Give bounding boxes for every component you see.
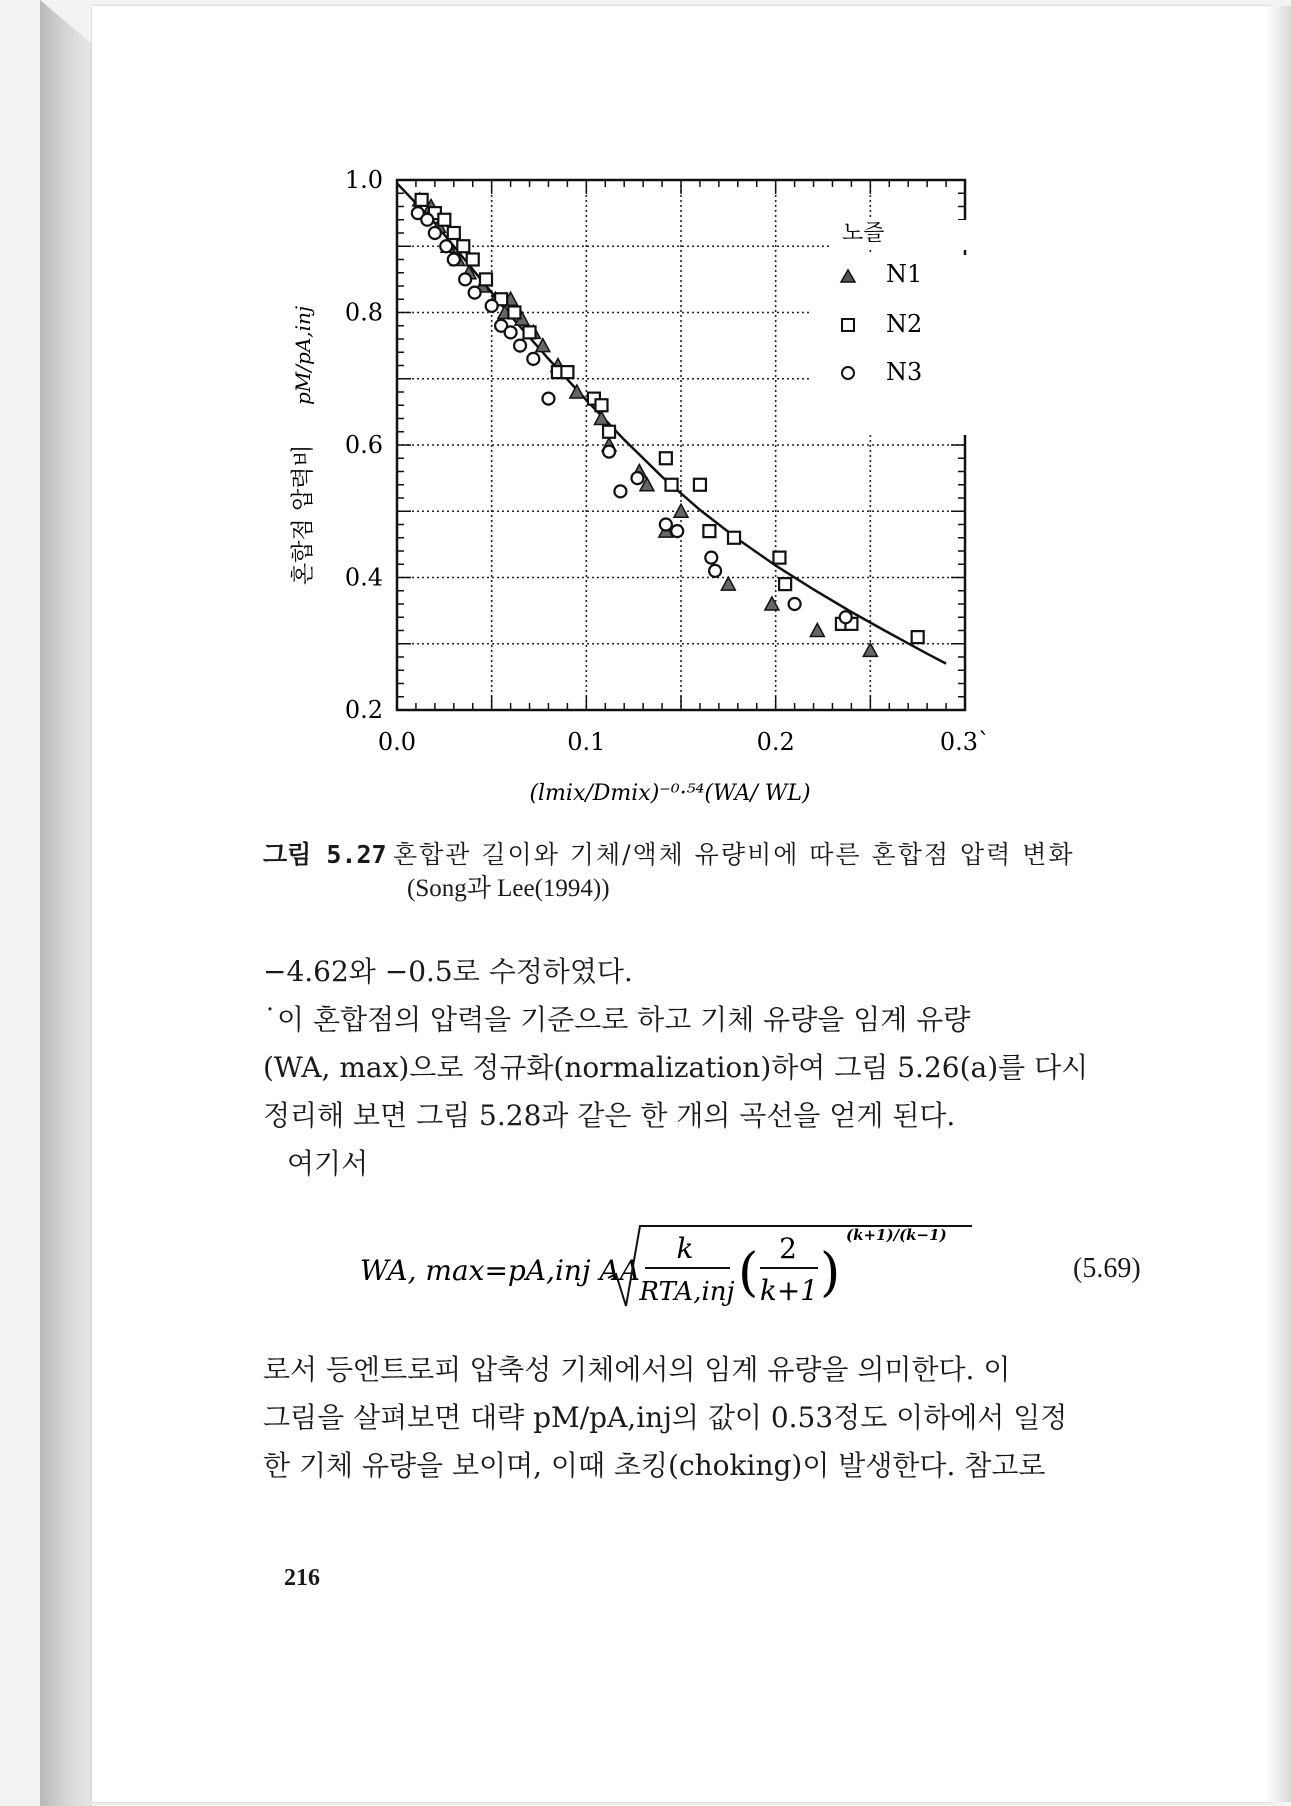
- paragraph-1-line-5: 여기서: [287, 1147, 369, 1180]
- x-tick-label: 0.0: [377, 728, 417, 756]
- data-point-n3: [840, 611, 852, 623]
- y-tick-label: 1.0: [344, 166, 383, 194]
- data-point-n2: [448, 227, 460, 239]
- x-axis-label: (lmix/Dmix)⁻⁰·⁵⁴(WA/ WL): [529, 781, 811, 806]
- data-point-n1: [810, 624, 824, 637]
- caption-number: 그림 5.27: [263, 840, 387, 869]
- equation-frac-denominator: k+1: [759, 1274, 819, 1307]
- data-point-n2: [728, 532, 740, 544]
- legend-marker-circle: [842, 367, 854, 379]
- y-tick-label: 0.2: [344, 696, 383, 724]
- y-tick-label: 0.4: [344, 563, 383, 592]
- data-point-n3: [671, 525, 683, 537]
- paragraph-2-line-2: 그림을 살펴보면 대략 pM/pA,inj의 값이 0.53정도 이하에서 일정: [263, 1401, 1068, 1434]
- paragraph-1: [263, 948, 1163, 1188]
- x-tick-label: 0.1: [567, 728, 606, 756]
- paragraph-2-line-1: 로서 등엔트로피 압축성 기체에서의 임계 유량을 의미한다. 이: [263, 1353, 1011, 1386]
- data-point-n3: [542, 393, 554, 405]
- paragraph-1-line-3: (WA, max)으로 정규화(normalization)하여 그림 5.26(a)를 다시: [263, 1051, 1089, 1084]
- data-point-n2: [524, 326, 536, 338]
- legend-label-n2: N2: [886, 310, 923, 338]
- data-point-n3: [631, 472, 643, 484]
- y-tick-label: 0.6: [344, 431, 383, 459]
- right-paren: ): [820, 1243, 841, 1303]
- data-point-n2: [694, 479, 706, 491]
- equation-5-69: [360, 1218, 1160, 1318]
- data-point-n3: [486, 300, 498, 312]
- data-point-n3: [429, 227, 441, 239]
- page-number: 216: [284, 1565, 320, 1591]
- equation-denominator: RTA,inj: [639, 1277, 735, 1307]
- data-point-n1: [594, 412, 608, 425]
- legend-title: 노즐: [842, 221, 885, 246]
- data-point-n3: [660, 519, 672, 531]
- data-point-n3: [469, 287, 481, 299]
- equation-frac-numerator: 2: [779, 1232, 797, 1265]
- paragraph-1-line-2: ˙이 혼합점의 압력을 기준으로 하고 기체 유량을 임계 유량: [263, 1003, 971, 1036]
- data-point-n2: [467, 254, 479, 266]
- data-point-n2: [660, 452, 672, 464]
- left-paren: (: [738, 1243, 759, 1303]
- data-point-n2: [416, 194, 428, 206]
- data-point-n3: [505, 326, 517, 338]
- data-point-n3: [527, 353, 539, 365]
- data-point-n2: [561, 366, 573, 378]
- x-tick-label: 0.3`: [939, 728, 991, 756]
- y-axis-label-korean: 혼합점 압력비: [290, 444, 316, 585]
- data-point-n1: [765, 597, 779, 610]
- legend-label-n3: N3: [886, 358, 923, 386]
- data-point-n2: [508, 307, 520, 319]
- data-point-n1: [863, 643, 877, 656]
- scatter-chart: [270, 160, 1150, 820]
- data-point-n2: [457, 240, 469, 252]
- data-point-n2: [603, 426, 615, 438]
- legend: [810, 220, 970, 435]
- data-point-n2: [773, 552, 785, 564]
- paragraph-2-line-3: 한 기체 유량을 보이며, 이때 초킹(choking)이 발생한다. 참고로: [263, 1449, 1046, 1482]
- caption-source: (Song과 Lee(1994)): [407, 875, 610, 902]
- data-point-n3: [514, 340, 526, 352]
- equation-lhs: WA, max=pA,inj AA: [360, 1254, 640, 1287]
- data-point-n3: [603, 446, 615, 458]
- book-spine: [40, 0, 92, 1806]
- equation-number: (5.69): [1073, 1253, 1141, 1284]
- book-spine-corner: [40, 0, 92, 44]
- data-point-n3: [709, 565, 721, 577]
- data-point-n1: [721, 577, 735, 590]
- data-point-n3: [705, 552, 717, 564]
- figure-caption: [263, 838, 1163, 906]
- data-point-n2: [595, 399, 607, 411]
- y-tick-label: 0.8: [344, 298, 383, 327]
- page-edge-shadow: [1267, 6, 1291, 1802]
- data-point-n3: [614, 485, 626, 497]
- data-point-n2: [912, 631, 924, 643]
- equation-exponent: (k+1)/(k−1): [846, 1226, 947, 1244]
- equation-numerator: k: [676, 1232, 694, 1265]
- y-axis-label-variable: pM/pA,inj: [291, 305, 315, 405]
- data-point-n2: [666, 479, 678, 491]
- legend-label-n1: N1: [886, 260, 923, 288]
- data-point-n3: [440, 240, 452, 252]
- caption-title: 혼합관 길이와 기체/액체 유량비에 따른 혼합점 압력 변화: [393, 840, 1075, 869]
- data-point-n2: [779, 578, 791, 590]
- data-point-n1: [674, 504, 688, 517]
- figure-5-27: [270, 160, 1150, 820]
- legend-marker-square: [842, 319, 854, 331]
- data-point-n2: [703, 525, 715, 537]
- data-point-n3: [448, 254, 460, 266]
- x-tick-label: 0.2: [756, 728, 795, 756]
- paragraph-2: [263, 1346, 1163, 1490]
- data-point-n2: [480, 273, 492, 285]
- data-point-n2: [438, 214, 450, 226]
- paragraph-1-line-4: 정리해 보면 그림 5.28과 같은 한 개의 곡선을 얻게 된다.: [263, 1099, 956, 1132]
- data-point-n3: [421, 214, 433, 226]
- data-point-n3: [459, 273, 471, 285]
- paragraph-1-line-1: −4.62와 −0.5로 수정하였다.: [263, 955, 633, 988]
- data-point-n1: [570, 385, 584, 398]
- data-point-n3: [789, 598, 801, 610]
